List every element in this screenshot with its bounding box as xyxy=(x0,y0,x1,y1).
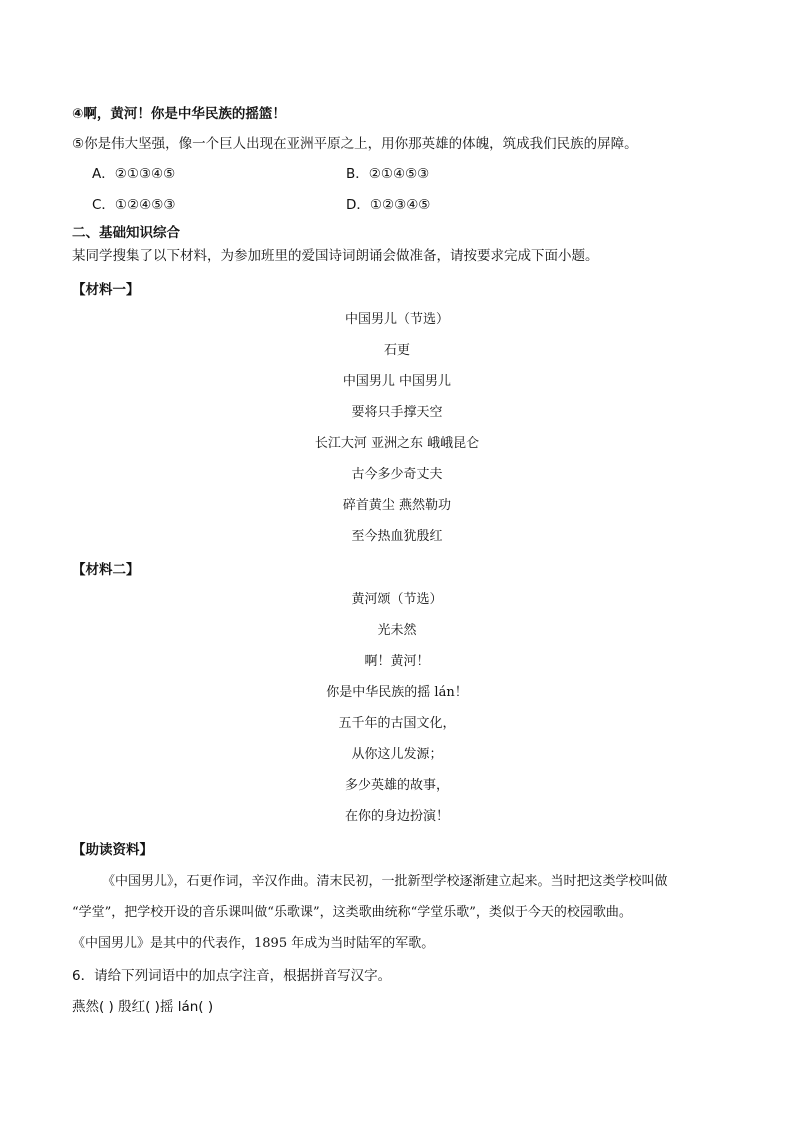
poem2-title: 黄河颂（节选） xyxy=(351,592,443,607)
poem2-line: 你是中华民族的摇 lán！ xyxy=(326,685,468,700)
material1-label: 【材料一】 xyxy=(72,282,140,298)
reading-aid-line-2: “学堂”，把学校开设的音乐课叫做“乐歌课”，这类歌曲统称“学堂乐歌”，类似于今天的校园歌曲。 xyxy=(72,905,632,920)
poem2-line: 从你这儿发源； xyxy=(351,747,443,762)
poem2-line: 在你的身边扮演！ xyxy=(344,809,449,824)
section-intro: 某同学搜集了以下材料，为参加班里的爱国诗词朗诵会做准备，请按要求完成下面小题。 xyxy=(72,248,599,264)
poem1-line: 古今多少奇丈夫 xyxy=(351,467,443,482)
question-6-prompt: 6．请给下列词语中的加点字注音，根据拼音写汉字。 xyxy=(72,968,392,984)
section-heading: 二、基础知识综合 xyxy=(72,225,180,241)
question-6-answer-line[interactable]: 燕然( ) 殷红( )摇 lán( ) xyxy=(72,999,214,1015)
poem1-line: 要将只手撑天空 xyxy=(351,405,443,420)
option-b[interactable]: B．②①④⑤③ xyxy=(346,166,430,182)
poem1-line: 碎首黄尘 燕然勒功 xyxy=(342,498,452,513)
poem2-line: 多少英雄的故事， xyxy=(344,778,449,793)
poem2-author: 光未然 xyxy=(377,623,417,638)
reading-aid-line-1: 《中国男儿》，石更作词，辛汉作曲。清末民初，一批新型学校逐渐建立起来。当时把这类学校叫做 xyxy=(102,874,668,889)
poem2-line: 五千年的古国文化， xyxy=(338,716,456,731)
reading-aid-label: 【助读资料】 xyxy=(72,842,153,858)
reading-aid-line-3: 《中国男儿》是其中的代表作，1895 年成为当时陆军的军歌。 xyxy=(72,936,435,951)
poem1-line: 长江大河 亚洲之东 峨峨昆仑 xyxy=(314,436,480,451)
poem2-line: 啊！黄河！ xyxy=(364,654,430,669)
option-a[interactable]: A．②①③④⑤ xyxy=(92,166,176,182)
poem1-author: 石更 xyxy=(383,343,410,358)
question-item-5: ⑤你是伟大坚强，像一个巨人出现在亚洲平原之上，用你那英雄的体魄，筑成我们民族的屏障。 xyxy=(72,136,638,152)
poem1-line: 中国男儿 中国男儿 xyxy=(342,374,452,389)
material2-label: 【材料二】 xyxy=(72,562,140,578)
option-d[interactable]: D．①②③④⑤ xyxy=(346,197,431,213)
question-item-4: ④啊，黄河！你是中华民族的摇篮！ xyxy=(72,106,286,122)
poem1-line: 至今热血犹殷红 xyxy=(351,529,443,544)
option-c[interactable]: C．①②④⑤③ xyxy=(92,197,176,213)
poem1-title: 中国男儿（节选） xyxy=(344,312,449,327)
